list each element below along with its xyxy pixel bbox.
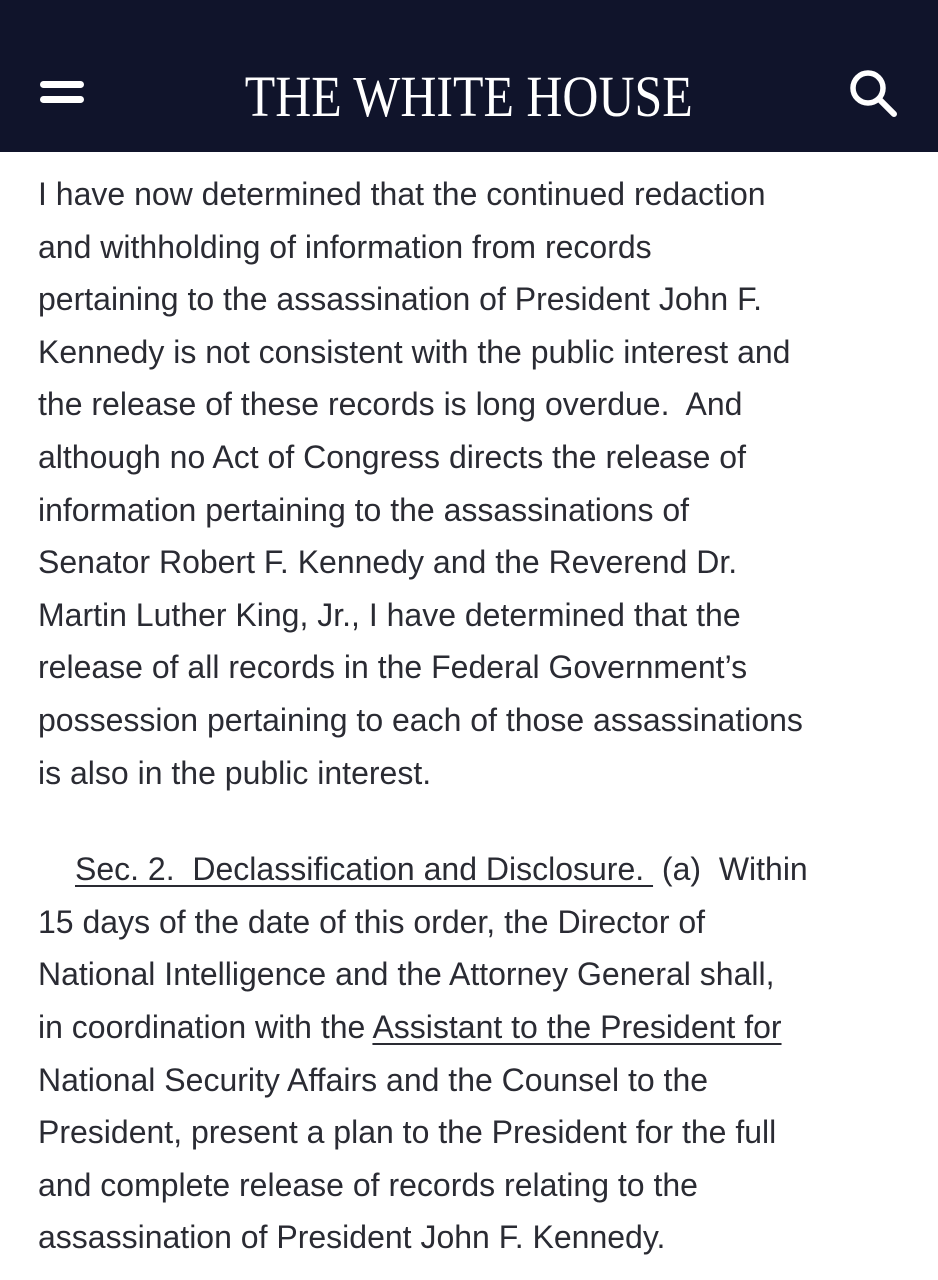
- section-2-heading-link[interactable]: Sec. 2. Declassification and Disclosure.: [75, 851, 654, 888]
- text-line: the release of these records is long overdue. And: [38, 386, 743, 423]
- search-icon[interactable]: [846, 66, 902, 122]
- text-line: I have now determined that the continued redaction: [38, 176, 766, 212]
- text-segment: (a) Within: [653, 851, 808, 888]
- text-line: is also in the public interest.: [38, 754, 432, 791]
- paragraph-gap: [38, 799, 908, 843]
- text-line: information pertaining to the assassinations of: [38, 491, 690, 528]
- text-line: [38, 1001, 908, 1054]
- text-line: and withholding of information from records: [38, 228, 652, 265]
- paragraph-section-2: [38, 843, 908, 1264]
- text-line: Senator Robert F. Kennedy and the Reverend Dr.: [38, 544, 738, 581]
- text-line: National Intelligence and the Attorney General shall,: [38, 956, 775, 993]
- site-header: [0, 0, 938, 152]
- paragraph-section-1-findings: [38, 168, 908, 799]
- text-line: Kennedy is not consistent with the public interest and: [38, 333, 791, 370]
- text-line: although no Act of Congress directs the release of: [38, 438, 746, 475]
- article-body: [38, 168, 908, 1264]
- text-line: National Security Affairs and the Counsel to the: [38, 1061, 709, 1098]
- text-line: President, present a plan to the President for the full: [38, 1114, 777, 1151]
- assistant-to-president-link[interactable]: Assistant to the President for: [372, 1008, 782, 1045]
- text-line: 15 days of the date of this order, the Director of: [38, 903, 706, 940]
- text-line: assassination of President John F. Kennedy.: [38, 1219, 666, 1256]
- text-line: pertaining to the assassination of President John F.: [38, 281, 762, 318]
- text-line: Martin Luther King, Jr., I have determined that the: [38, 596, 741, 633]
- text-segment: in coordination with the: [38, 1008, 373, 1045]
- text-line: release of all records in the Federal Government’s: [38, 649, 748, 686]
- text-line: and complete release of records relating to the: [38, 1166, 698, 1203]
- text-line: [38, 843, 908, 896]
- text-line: possession pertaining to each of those assassinations: [38, 701, 803, 738]
- site-title[interactable]: THE WHITE HOUSE: [244, 64, 693, 129]
